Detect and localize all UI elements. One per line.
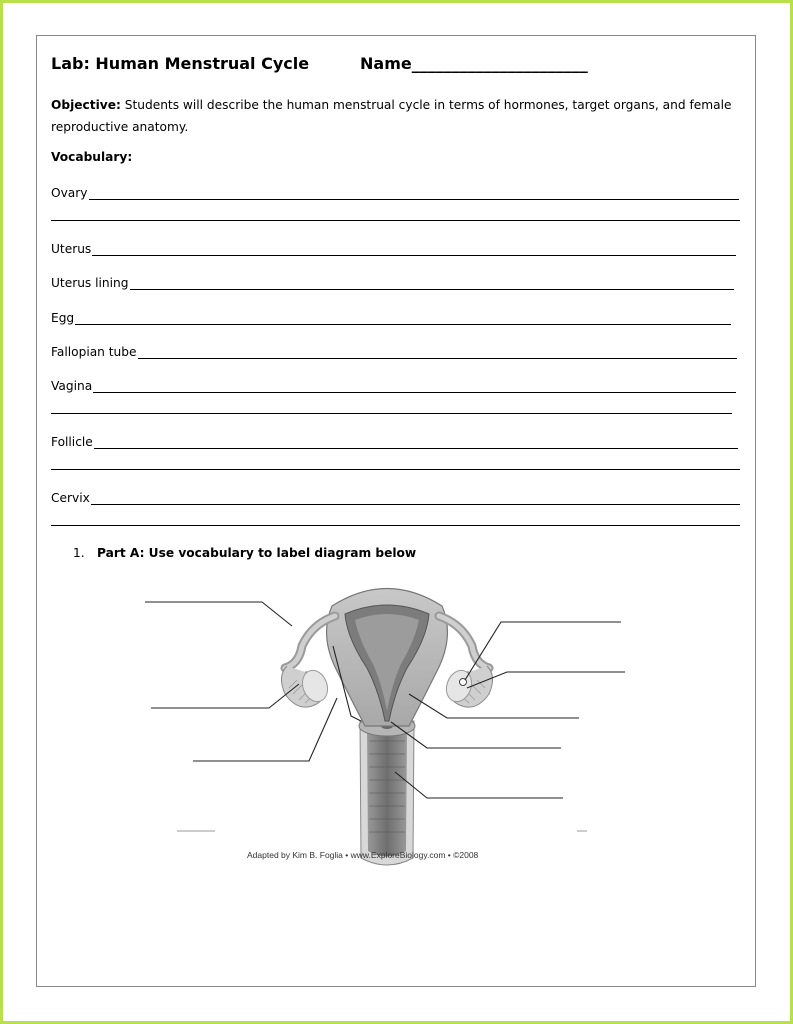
label-line [145,602,292,626]
vocab-term: Uterus lining [51,276,129,290]
vocab-term: Uterus [51,242,92,256]
list-number: 1. [73,546,85,560]
vocab-term: Cervix [51,491,90,505]
answer-line[interactable] [51,469,740,470]
answer-line[interactable] [51,220,740,221]
vocab-row-cervix[interactable] [51,489,740,505]
vocab-term: Vagina [51,379,93,393]
vocab-row-uterus-lining[interactable] [51,274,734,290]
vagina-shape [360,721,414,865]
name-field[interactable]: Name______________________ [360,54,588,73]
part-a-instruction [73,546,416,560]
diagram-credit: Adapted by Kim B. Foglia • www.ExploreBiology.com • ©2008 [247,850,479,860]
label-line [409,694,579,718]
answer-line[interactable] [93,380,736,393]
worksheet [36,35,756,987]
vocab-term: Ovary [51,186,88,200]
answer-line[interactable] [94,436,738,449]
answer-line[interactable] [91,492,740,505]
answer-line[interactable] [51,525,740,526]
answer-line[interactable] [130,277,735,290]
vocab-row-vagina[interactable] [51,377,736,393]
label-line [395,772,563,798]
label-line [151,684,299,708]
part-a-text: Part A: Use vocabulary to label diagram below [97,546,417,560]
objective-label: Objective: [51,98,121,112]
reproductive-anatomy-diagram [137,576,637,876]
answer-line[interactable] [138,346,737,359]
answer-line[interactable] [89,187,740,200]
answer-line[interactable] [75,312,731,325]
vocab-row-ovary[interactable] [51,184,739,200]
lab-title: Lab: Human Menstrual Cycle [51,54,310,73]
answer-line[interactable] [51,413,732,414]
label-line [391,722,561,748]
vocab-row-egg[interactable] [51,309,731,325]
objective-paragraph [51,94,741,138]
vocab-row-uterus[interactable] [51,240,736,256]
vocab-row-follicle[interactable] [51,433,738,449]
vocab-term: Egg [51,311,75,325]
vocabulary-heading: Vocabulary: [51,150,133,164]
objective-text: Students will describe the human menstrual cycle in terms of hormones, target organs, and female reproductive anatomy. [51,98,732,134]
vocab-term: Follicle [51,435,93,449]
answer-line[interactable] [92,243,736,256]
vocab-term: Fallopian tube [51,345,137,359]
uterus-shape [327,589,448,727]
vocab-row-fallopian-tube[interactable] [51,343,737,359]
